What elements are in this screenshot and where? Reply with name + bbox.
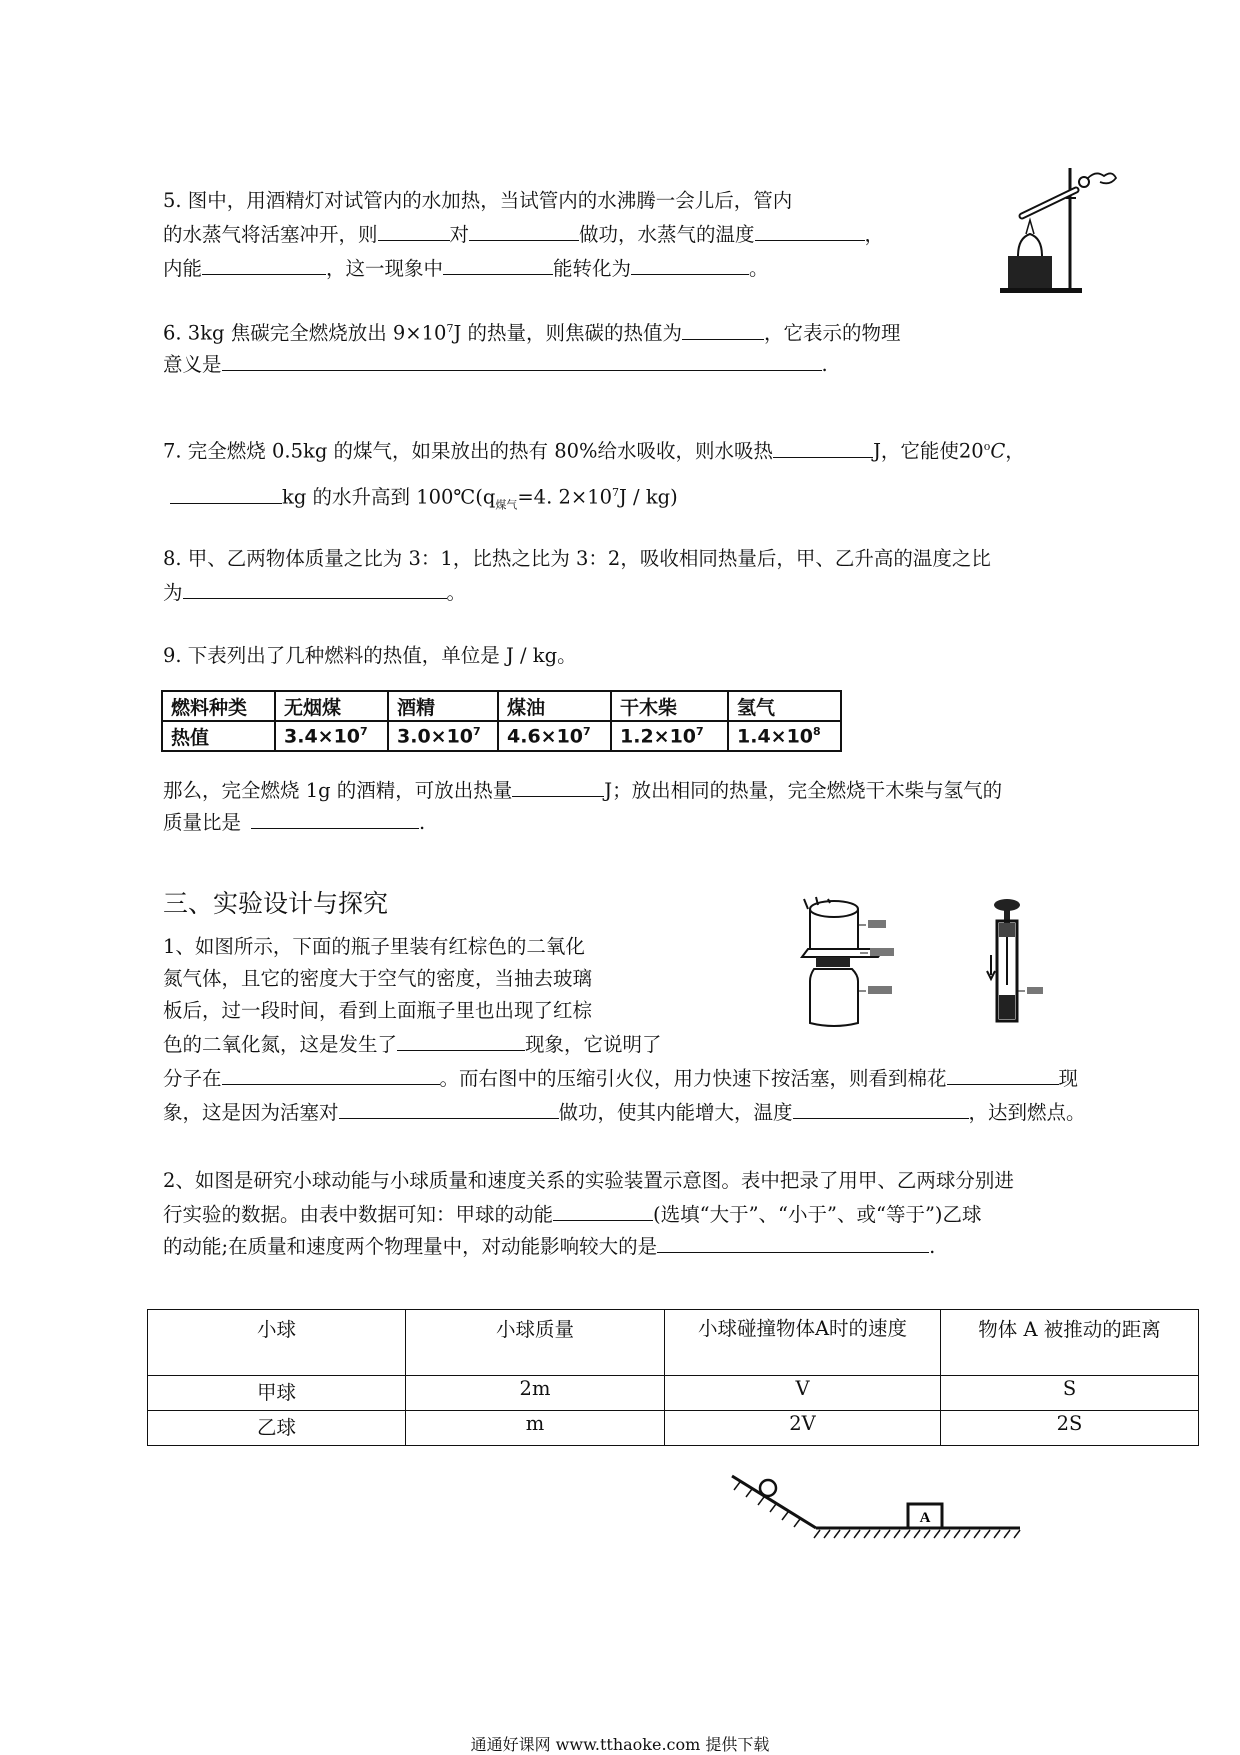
q5-line3: 内能 ，这一现象中 能转化为 。 — [163, 254, 769, 282]
table-cell: 无烟煤 — [275, 691, 388, 721]
ramp-ball-block-figure — [720, 1470, 1030, 1560]
table-cell: V — [665, 1376, 941, 1411]
table-cell: 小球质量 — [406, 1310, 665, 1376]
q9-line3: 质量比是 . — [163, 808, 425, 836]
table-cell: $3.0\times 10^7$ — [388, 721, 498, 751]
table-cell: $1.4\times 10^8$ — [728, 721, 841, 751]
table-cell: 干木柴 — [611, 691, 728, 721]
e1-line5: 分子在 。而右图中的压缩引火仪，用力快速下按活塞，则看到棉花 现 — [163, 1064, 1078, 1092]
table-cell: 燃料种类 — [162, 691, 275, 721]
table-cell: 2S — [941, 1411, 1199, 1446]
q6-line1: 6. 3kg 焦碳完全燃烧放出 $9\times 10^7J$ 的热量，则焦碳的热值为 ，它表示的物理 — [163, 316, 901, 347]
answer-blank[interactable] — [773, 437, 873, 458]
e2-line2: 行实验的数据。由表中数据可知：甲球的动能 (选填“大于”、“小于”、或“等于”)乙球 — [163, 1200, 982, 1228]
table-cell: 甲球 — [148, 1376, 406, 1411]
table-cell: 煤油 — [498, 691, 611, 721]
answer-blank[interactable] — [793, 1098, 969, 1119]
q5-line1: 5. 图中，用酒精灯对试管内的水加热，当试管内的水沸腾一会儿后，管内 — [163, 189, 793, 212]
q7-line1: 7. 完全燃烧 0.5kg 的煤气，如果放出的热有 80%给水吸收，则水吸热 J，它能使20$^o$C， — [163, 434, 1025, 465]
block-a-label: A — [919, 1510, 931, 1526]
table-cell: 小球碰撞物体A时的速度 — [665, 1310, 941, 1376]
fire-syringe-figure — [985, 895, 1055, 1030]
answer-blank[interactable] — [251, 808, 419, 829]
table-cell: 2V — [665, 1411, 941, 1446]
answer-blank[interactable] — [512, 776, 604, 797]
answer-blank[interactable] — [222, 1064, 440, 1085]
ball-data-table — [147, 1309, 1199, 1446]
fuel-heat-value-table — [161, 690, 842, 752]
table-cell: $3.4\times 10^7$ — [275, 721, 388, 751]
q8-line1: 8. 甲、乙两物体质量之比为 3：1，比热之比为 3：2，吸收相同热量后，甲、乙升高的温度之比 — [163, 547, 991, 570]
table-header-row — [162, 691, 841, 721]
answer-blank[interactable] — [657, 1232, 929, 1253]
table-cell: $1.2\times 10^7$ — [611, 721, 728, 751]
answer-blank[interactable] — [553, 1200, 653, 1221]
table-cell: 物体 A 被推动的距离 — [941, 1310, 1199, 1376]
table-cell: 热值 — [162, 721, 275, 751]
table-cell: m — [406, 1411, 665, 1446]
answer-blank[interactable] — [397, 1030, 525, 1051]
answer-blank[interactable] — [682, 319, 764, 340]
e1-line4: 色的二氧化氮，这是发生了 现象，它说明了 — [163, 1030, 662, 1058]
test-tube-heating-figure — [1000, 160, 1120, 295]
q9-line1: 9. 下表列出了几种燃料的热值，单位是 J / kg。 — [163, 644, 577, 667]
table-cell: 2m — [406, 1376, 665, 1411]
q7-line2: kg 的水升高到 $100℃(q_{煤气}=4$. $2\times 10^7J / kg$) — [170, 480, 678, 518]
table-row — [148, 1376, 1199, 1411]
table-cell: 氢气 — [728, 691, 841, 721]
q6-line2: 意义是 . — [163, 350, 828, 378]
table-row — [148, 1411, 1199, 1446]
q5-line2: 的水蒸气将活塞冲开，则 对 做功，水蒸气的温度 ， — [163, 220, 884, 248]
gas-diffusion-figure — [800, 895, 920, 1045]
answer-blank[interactable] — [202, 254, 326, 275]
section-title: 三、实验设计与探究 — [163, 889, 389, 918]
q9-line2: 那么，完全燃烧 1g 的酒精，可放出热量 J；放出相同的热量，完全燃烧干木柴与氢气的 — [163, 776, 1002, 804]
answer-blank[interactable] — [947, 1064, 1059, 1085]
e1-line1: 1、如图所示，下面的瓶子里装有红棕色的二氧化 — [163, 935, 585, 958]
answer-blank[interactable] — [170, 483, 282, 504]
answer-blank[interactable] — [378, 220, 450, 241]
answer-blank[interactable] — [755, 220, 865, 241]
table-cell: S — [941, 1376, 1199, 1411]
table-cell: 小球 — [148, 1310, 406, 1376]
e1-line3: 板后，过一段时间，看到上面瓶子里也出现了红棕 — [163, 999, 593, 1022]
table-cell: $4.6\times 10^7$ — [498, 721, 611, 751]
answer-blank[interactable] — [339, 1098, 559, 1119]
q8-line2: 为 。 — [163, 578, 466, 606]
answer-blank[interactable] — [631, 254, 749, 275]
answer-blank[interactable] — [443, 254, 553, 275]
answer-blank[interactable] — [183, 578, 447, 599]
table-cell: 乙球 — [148, 1411, 406, 1446]
table-cell: 酒精 — [388, 691, 498, 721]
e1-line2: 氮气体，且它的密度大于空气的密度，当抽去玻璃 — [163, 967, 593, 990]
answer-blank[interactable] — [222, 350, 822, 371]
answer-blank[interactable] — [469, 220, 579, 241]
e1-line6: 象，这是因为活塞对 做功，使其内能增大，温度 ，达到燃点。 — [163, 1098, 1086, 1126]
page-footer: 通通好课网 www.tthaoke.com 提供下载 — [470, 1735, 770, 1754]
table-row — [162, 721, 841, 751]
table-header-row — [148, 1310, 1199, 1376]
e2-line3: 的动能;在质量和速度两个物理量中，对动能影响较大的是 . — [163, 1232, 935, 1260]
e2-line1: 2、如图是研究小球动能与小球质量和速度关系的实验装置示意图。表中把录了用甲、乙两球分别进 — [163, 1169, 1014, 1192]
